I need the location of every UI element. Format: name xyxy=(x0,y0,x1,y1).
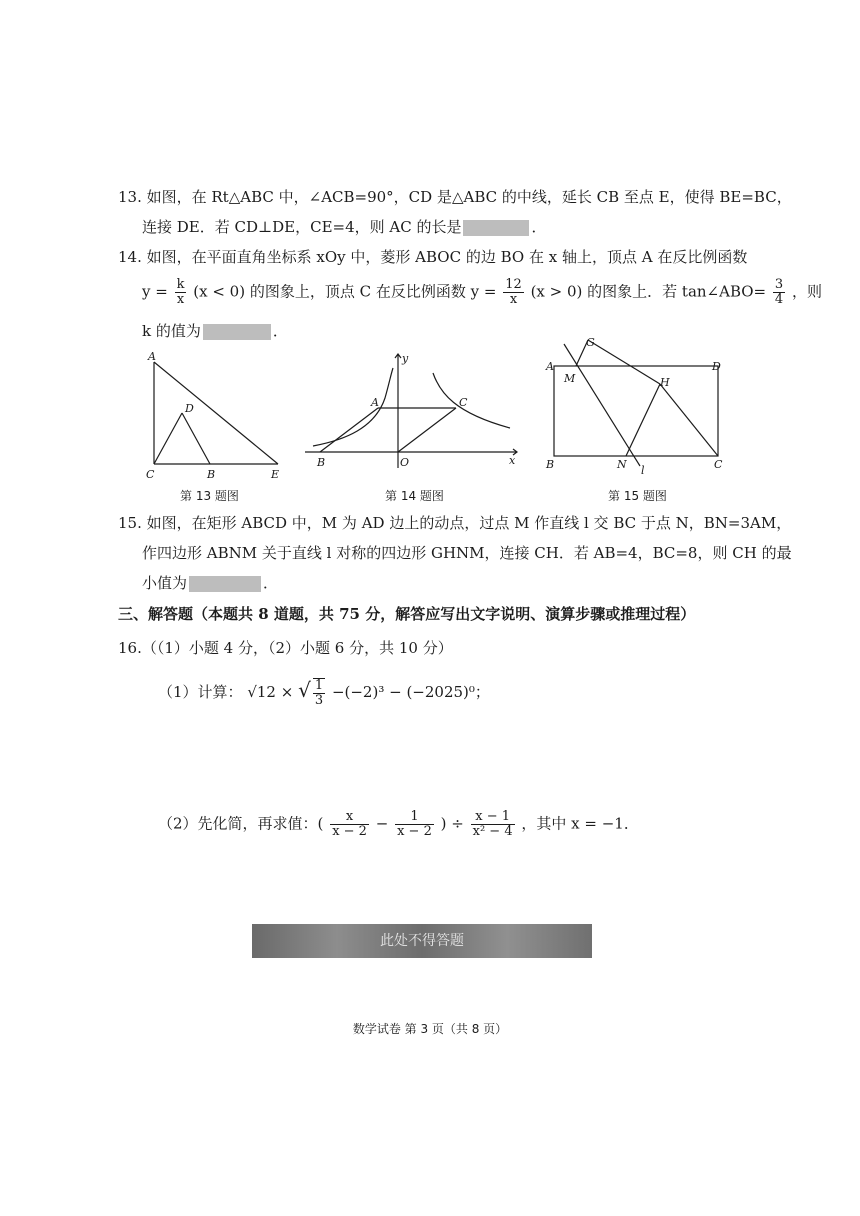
q15-line1: 15. 如图，在矩形 ABCD 中，M 为 AD 边上的动点，过点 M 作直线 l 交 BC 于点 N，BN=3AM， xyxy=(118,514,792,532)
frac-1-over-x-2 xyxy=(395,810,434,839)
label-B: B xyxy=(317,456,326,469)
q16-p1-rest: −(−2)³ − (−2025)⁰； xyxy=(331,683,490,701)
label-y: y xyxy=(402,352,409,365)
frac-1-over-3 xyxy=(313,678,325,708)
figure-15 xyxy=(540,330,735,480)
figure-13-caption: 第 13 题图 xyxy=(180,489,239,503)
label-D: D xyxy=(712,360,721,373)
frac-den: x − 2 xyxy=(397,824,432,839)
q13-line1: 13. 如图，在 Rt△ABC 中，∠ACB=90°，CD 是△ABC 的中线，延长 CB 至点 E，使得 BE=BC， xyxy=(118,188,792,206)
frac-12-over-x xyxy=(503,278,524,307)
label-l: l xyxy=(641,464,645,477)
answer-blank-13 xyxy=(463,220,529,236)
label-C: C xyxy=(714,458,723,471)
q16-p2-rest: ，其中 x = −1． xyxy=(521,814,639,833)
label-N: N xyxy=(617,458,627,471)
label-A: A xyxy=(148,350,156,363)
label-B: B xyxy=(546,458,555,471)
q14-end: ． xyxy=(272,322,288,340)
label-C: C xyxy=(459,396,468,409)
label-B: B xyxy=(207,468,216,481)
q14-line3 xyxy=(142,320,288,342)
frac-den: x xyxy=(176,292,185,307)
answer-blank-15 xyxy=(189,576,261,592)
label-G: G xyxy=(586,336,595,349)
frac-num: 1 xyxy=(314,678,324,693)
q16-p1-sqrt12: √12 xyxy=(247,683,276,701)
q14-y-eq2: y = xyxy=(470,282,497,301)
q14-line1: 14. 如图，在平面直角坐标系 xOy 中，菱形 ABOC 的边 BO 在 x 轴上，顶点 A 在反比例函数 xyxy=(118,248,748,266)
q14-then: ，则 xyxy=(791,282,822,301)
label-x: x xyxy=(509,454,516,467)
q14-cond2: (x > 0) 的图象上．若 tan∠ABO= xyxy=(530,282,767,301)
q16-p2-prefix: （2）先化简，再求值：( xyxy=(158,814,324,833)
q15-line2: 作四边形 ABNM 关于直线 l 对称的四边形 GHNM，连接 CH．若 AB=4，BC=8，则 CH 的最 xyxy=(142,544,792,562)
page-footer: 数学试卷 第 3 页（共 8 页） xyxy=(352,1022,508,1036)
figure-13 xyxy=(140,348,290,483)
q14-cond1: (x < 0) 的图象上，顶点 C 在反比例函数 xyxy=(193,282,466,301)
q14-line3-text: k 的值为 xyxy=(142,322,201,340)
frac-den: 4 xyxy=(774,292,784,307)
q16-p2-div: ) ÷ xyxy=(440,814,464,833)
figure-14 xyxy=(305,348,525,483)
frac-num: k xyxy=(176,277,185,292)
frac-den: x² − 4 xyxy=(472,824,513,839)
label-E: E xyxy=(271,468,280,481)
label-M: M xyxy=(564,372,576,385)
q13-line2 xyxy=(142,216,547,238)
frac-num: x xyxy=(330,810,369,825)
q16-part2 xyxy=(158,810,639,839)
q16-p1-prefix: （1）计算： xyxy=(158,683,243,701)
q16-p2-minus: − xyxy=(375,814,389,833)
q16-header: 16.（（1）小题 4 分，（2）小题 6 分，共 10 分） xyxy=(118,639,453,657)
q15-line3 xyxy=(142,572,278,594)
q15-line3-text: 小值为 xyxy=(142,574,188,592)
frac-den: x − 2 xyxy=(332,824,367,839)
frac-3-over-4 xyxy=(773,278,785,307)
label-D: D xyxy=(185,402,194,415)
q16-p1-times: × xyxy=(280,683,294,701)
frac-num: 3 xyxy=(774,277,784,292)
frac-x-1-over-x2-4 xyxy=(471,810,515,839)
q14-y-eq: y = xyxy=(142,282,168,301)
label-A: A xyxy=(546,360,554,373)
q13-line2-text: 连接 DE．若 CD⊥DE，CE=4，则 AC 的长是 xyxy=(142,218,462,236)
frac-num: 1 xyxy=(395,810,434,825)
frac-k-over-x xyxy=(175,278,187,307)
q14-line2 xyxy=(142,278,822,307)
no-answer-stamp: 此处不得答题 xyxy=(252,924,592,958)
q16-part1 xyxy=(158,678,490,708)
label-C: C xyxy=(146,468,155,481)
label-A: A xyxy=(371,396,379,409)
label-O: O xyxy=(400,456,410,469)
figure-15-caption: 第 15 题图 xyxy=(608,489,667,503)
frac-num: 12 xyxy=(505,277,522,292)
frac-x-over-x-2 xyxy=(330,810,369,839)
q15-end: ． xyxy=(263,574,279,592)
frac-num: x − 1 xyxy=(471,810,515,825)
section-3-title: 三、解答题（本题共 8 道题，共 75 分，解答应写出文字说明、演算步骤或推理过程） xyxy=(118,605,696,623)
figure-14-caption: 第 14 题图 xyxy=(385,489,444,503)
sqrt-sign: √ xyxy=(298,678,311,702)
frac-den: x xyxy=(509,292,518,307)
frac-den: 3 xyxy=(314,693,324,708)
label-H: H xyxy=(660,376,670,389)
q13-end: ． xyxy=(531,218,547,236)
answer-blank-14 xyxy=(203,324,271,340)
